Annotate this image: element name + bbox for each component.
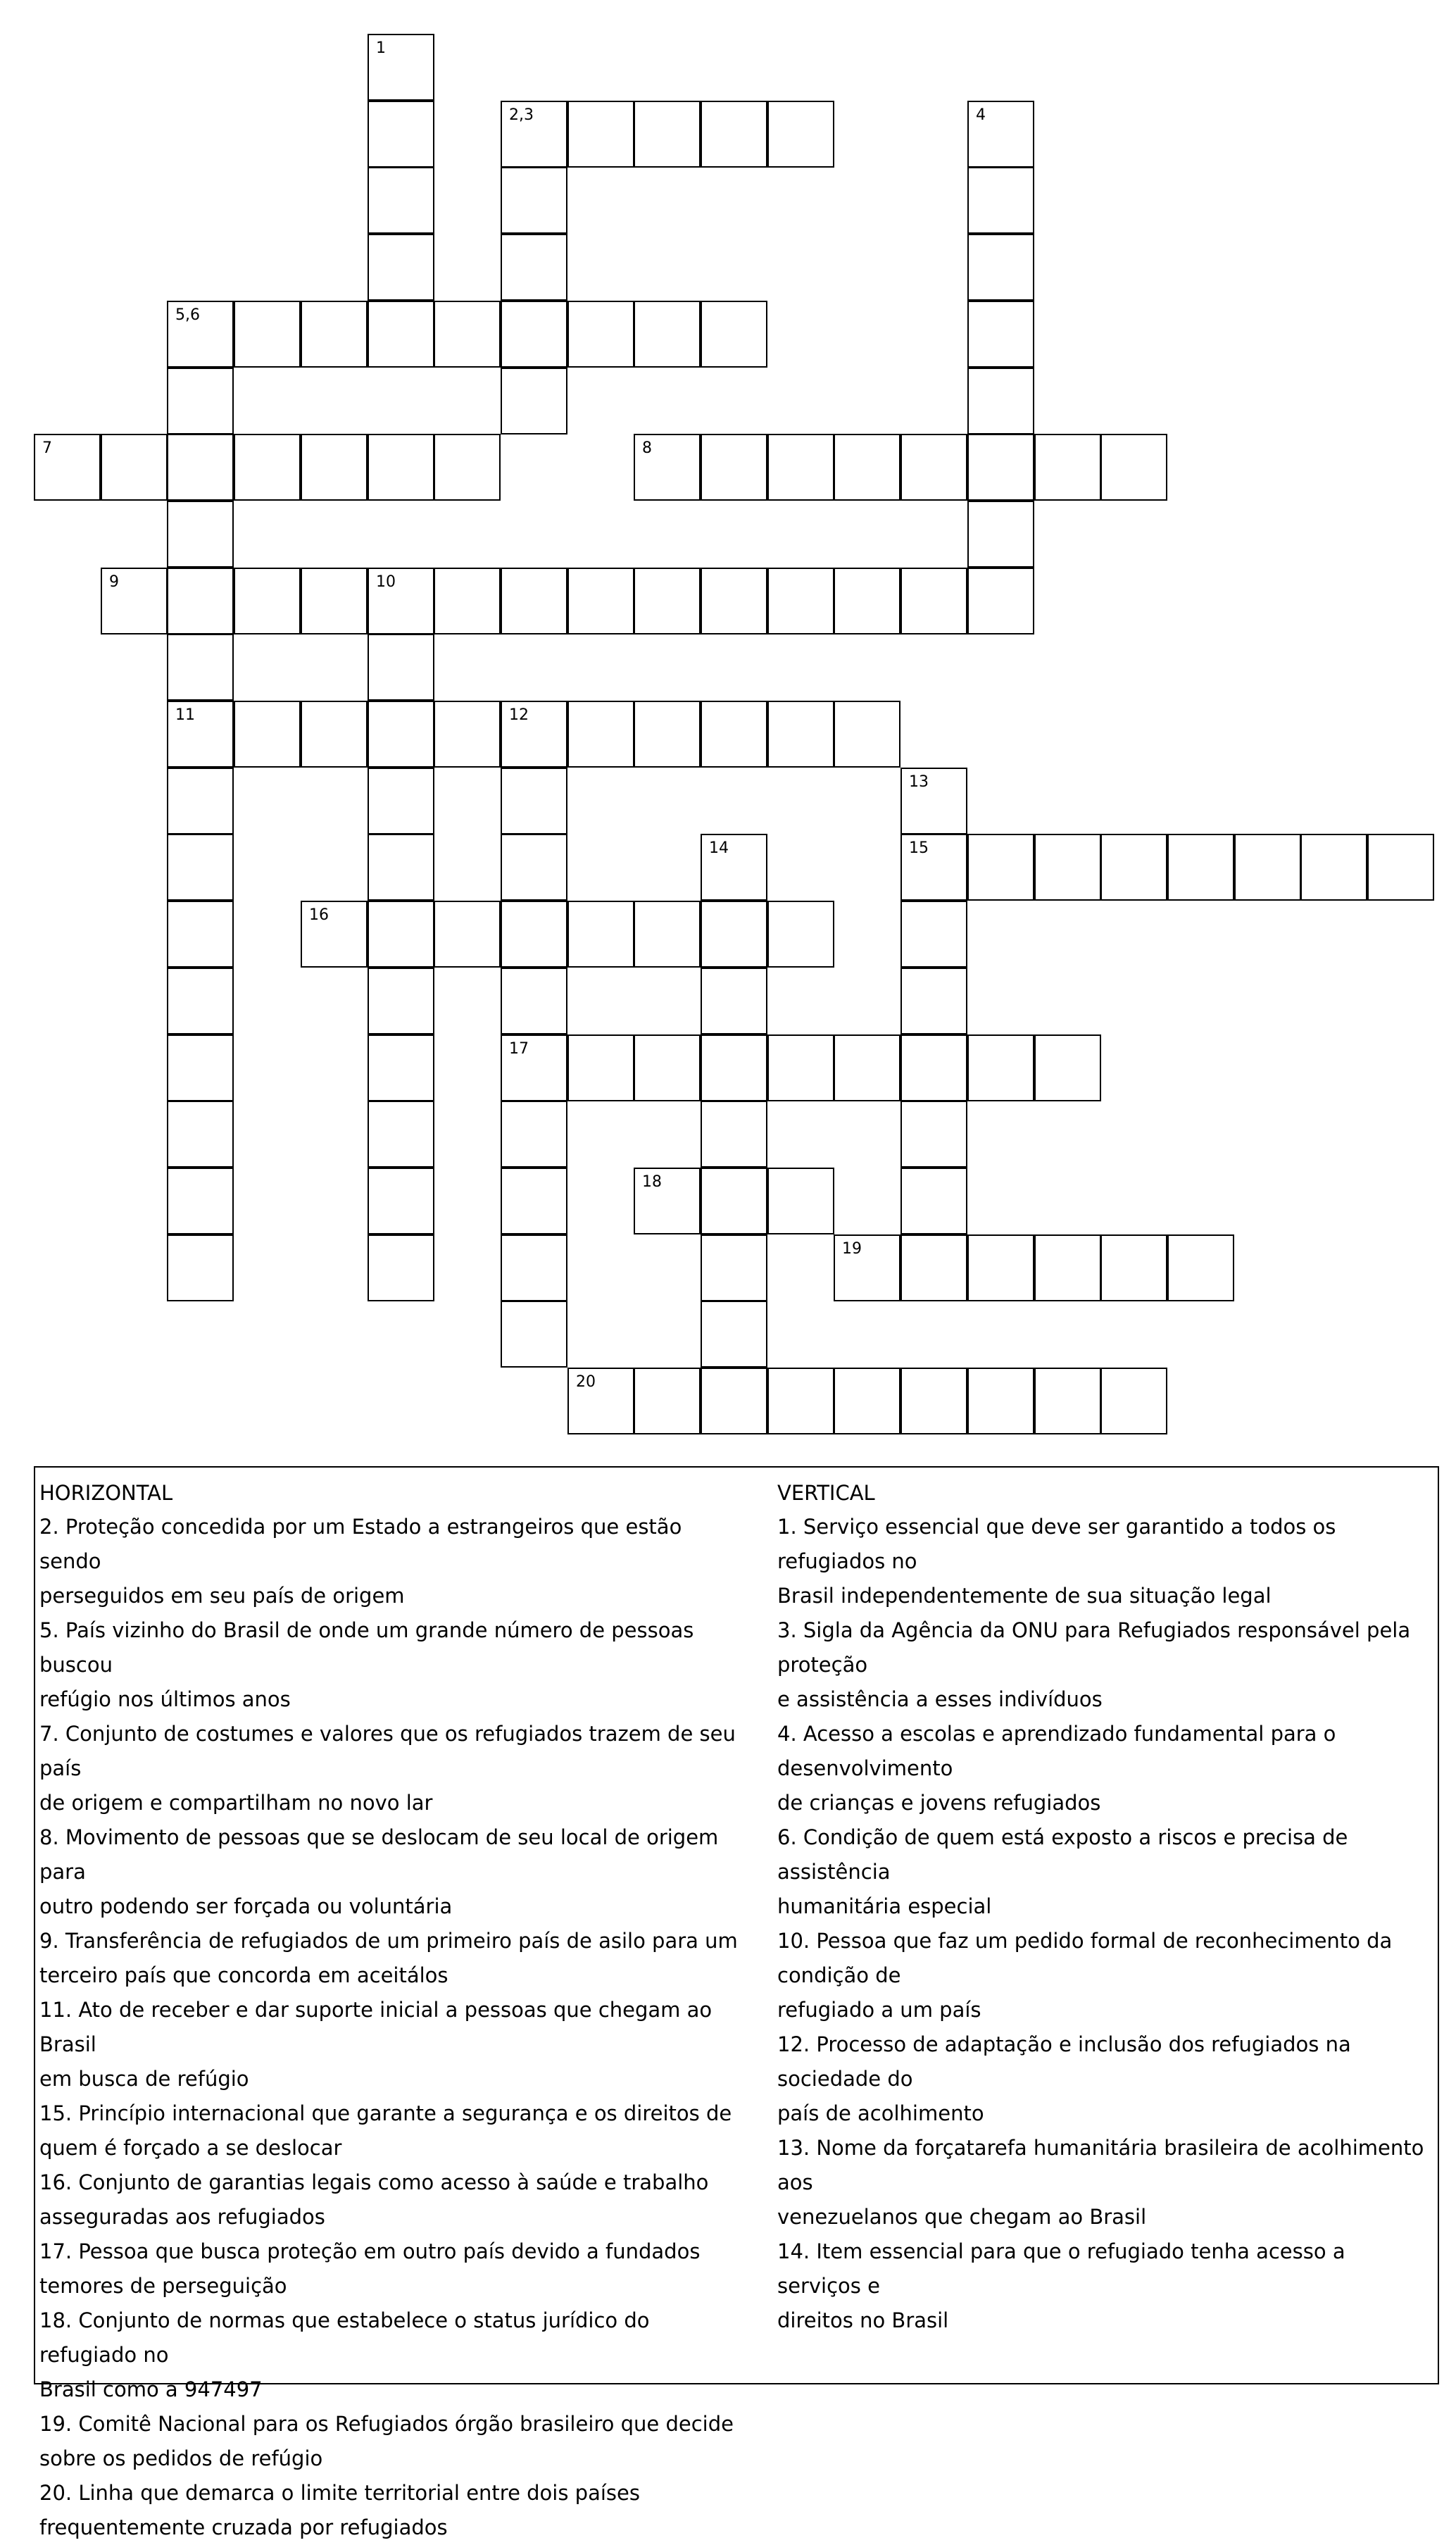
- vertical-clue-line: 12. Processo de adaptação e inclusão dos refugiados na sociedade do: [777, 2032, 1351, 2091]
- crossword-cell[interactable]: [368, 1101, 434, 1168]
- crossword-cell[interactable]: [1100, 434, 1167, 501]
- crossword-cell[interactable]: [301, 434, 368, 501]
- crossword-cell[interactable]: [1367, 834, 1434, 901]
- crossword-cell[interactable]: [1167, 834, 1234, 901]
- clue-number: 7: [42, 439, 52, 457]
- crossword-cell[interactable]: [701, 1368, 767, 1434]
- crossword-cell[interactable]: [567, 1034, 634, 1101]
- crossword-cell[interactable]: [501, 701, 567, 768]
- horizontal-clue-line: outro podendo ser forçada ou voluntária: [39, 1894, 453, 1918]
- crossword-cell[interactable]: [167, 434, 234, 501]
- horizontal-clue-line: 16. Conjunto de garantias legais como acesso à saúde e trabalho: [39, 2170, 709, 2194]
- horizontal-clues: [39, 1476, 743, 2545]
- crossword-cell[interactable]: [567, 701, 634, 768]
- crossword-cell[interactable]: [501, 301, 567, 368]
- crossword-cell[interactable]: [834, 568, 900, 634]
- horizontal-clue-line: frequentemente cruzada por refugiados: [39, 2515, 448, 2539]
- clue-number: 4: [976, 106, 986, 124]
- horizontal-clue-line: Brasil como a 947497: [39, 2377, 263, 2401]
- crossword-cell[interactable]: [900, 1034, 967, 1101]
- horizontal-clue-line: perseguidos em seu país de origem: [39, 1584, 405, 1608]
- horizontal-clue-line: 8. Movimento de pessoas que se deslocam de seu local de origem para: [39, 1825, 719, 1884]
- crossword-cell[interactable]: [767, 701, 834, 768]
- crossword-cell[interactable]: [634, 701, 701, 768]
- crossword-cell[interactable]: [368, 701, 434, 768]
- horizontal-clue-line: quem é forçado a se deslocar: [39, 2136, 342, 2160]
- crossword-cell[interactable]: [167, 968, 234, 1034]
- crossword-cell[interactable]: [501, 234, 567, 301]
- crossword-cell[interactable]: [567, 301, 634, 368]
- crossword-cell[interactable]: [834, 701, 900, 768]
- crossword-cell[interactable]: [167, 301, 234, 368]
- crossword-cell[interactable]: [967, 301, 1034, 368]
- crossword-cell[interactable]: [900, 1168, 967, 1234]
- vertical-clue-line: 10. Pessoa que faz um pedido formal de reconhecimento da condição de: [777, 1929, 1393, 1987]
- crossword-cell[interactable]: [701, 568, 767, 634]
- crossword-cell[interactable]: [301, 301, 368, 368]
- crossword-cell[interactable]: [634, 1168, 701, 1234]
- crossword-cell[interactable]: [234, 701, 301, 768]
- clue-number: 14: [709, 839, 729, 857]
- crossword-cell[interactable]: [900, 1368, 967, 1434]
- vertical-clue-line: 3. Sigla da Agência da ONU para Refugiados responsável pela proteção: [777, 1618, 1411, 1677]
- horizontal-clue-line: temores de perseguição: [39, 2274, 287, 2298]
- crossword-cell[interactable]: [1167, 1234, 1234, 1301]
- crossword-cell[interactable]: [900, 834, 967, 901]
- crossword-cell[interactable]: [167, 634, 234, 701]
- crossword-cell[interactable]: [967, 234, 1034, 301]
- crossword-cell[interactable]: [1234, 834, 1301, 901]
- vertical-clue-line: e assistência a esses indivíduos: [777, 1687, 1103, 1711]
- vertical-clue-line: 6. Condição de quem está exposto a riscos e precisa de assistência: [777, 1825, 1348, 1884]
- vertical-clue-line: Brasil independentemente de sua situação legal: [777, 1584, 1272, 1608]
- horizontal-clue-line: 17. Pessoa que busca proteção em outro país devido a fundados: [39, 2239, 701, 2263]
- horizontal-title: HORIZONTAL: [39, 1481, 173, 1505]
- crossword-cell[interactable]: [301, 568, 368, 634]
- crossword-cell[interactable]: [967, 167, 1034, 234]
- crossword-cell[interactable]: [701, 901, 767, 968]
- crossword-cell[interactable]: [701, 834, 767, 901]
- crossword-cell[interactable]: [501, 968, 567, 1034]
- vertical-clue-line: refugiado a um país: [777, 1998, 981, 2022]
- horizontal-clue-line: 11. Ato de receber e dar suporte inicial a pessoas que chegam ao Brasil: [39, 1998, 713, 2056]
- crossword-cell[interactable]: [368, 1034, 434, 1101]
- crossword-cell[interactable]: [1034, 434, 1101, 501]
- vertical-clue-line: país de acolhimento: [777, 2101, 984, 2125]
- crossword-cell[interactable]: [501, 368, 567, 434]
- crossword-cell[interactable]: [301, 901, 368, 968]
- crossword-cell[interactable]: [501, 768, 567, 834]
- crossword-cell[interactable]: [701, 1101, 767, 1168]
- crossword-cell[interactable]: [701, 1168, 767, 1234]
- crossword-cell[interactable]: [1034, 1368, 1101, 1434]
- clue-number: 11: [175, 706, 195, 724]
- crossword-cell[interactable]: [368, 101, 434, 168]
- clue-number: 15: [909, 839, 929, 857]
- horizontal-clue-list: [39, 1510, 743, 2545]
- crossword-cell[interactable]: [900, 768, 967, 834]
- clue-number: 13: [909, 773, 929, 791]
- crossword-cell[interactable]: [501, 101, 567, 168]
- crossword-cell[interactable]: [900, 434, 967, 501]
- crossword-cell[interactable]: [368, 434, 434, 501]
- crossword-cell[interactable]: [967, 1234, 1034, 1301]
- crossword-cell[interactable]: [900, 568, 967, 634]
- vertical-clue-line: 4. Acesso a escolas e aprendizado fundamental para o desenvolvimento: [777, 1722, 1336, 1780]
- crossword-cell[interactable]: [501, 568, 567, 634]
- crossword-cell[interactable]: [900, 968, 967, 1034]
- crossword-cell[interactable]: [767, 434, 834, 501]
- crossword-cell[interactable]: [967, 368, 1034, 434]
- crossword-cell[interactable]: [167, 568, 234, 634]
- crossword-cell[interactable]: [767, 1034, 834, 1101]
- vertical-title: VERTICAL: [777, 1481, 875, 1505]
- horizontal-clue-line: 2. Proteção concedida por um Estado a estrangeiros que estão sendo: [39, 1515, 682, 1573]
- clue-number: 8: [642, 439, 652, 457]
- clue-number: 9: [109, 573, 119, 591]
- crossword-cell[interactable]: [167, 901, 234, 968]
- crossword-cell[interactable]: [701, 301, 767, 368]
- crossword-cell[interactable]: [368, 768, 434, 834]
- clue-number: 10: [376, 573, 396, 591]
- crossword-cell[interactable]: [234, 434, 301, 501]
- crossword-cell[interactable]: [368, 634, 434, 701]
- crossword-cell[interactable]: [967, 501, 1034, 568]
- crossword-cell[interactable]: [767, 1368, 834, 1434]
- crossword-cell[interactable]: [501, 901, 567, 968]
- crossword-cell[interactable]: [101, 568, 168, 634]
- crossword-cell[interactable]: [234, 568, 301, 634]
- crossword-cell[interactable]: [567, 101, 634, 168]
- crossword-cell[interactable]: [967, 1034, 1034, 1101]
- crossword-cell[interactable]: [501, 167, 567, 234]
- crossword-cell[interactable]: [834, 1368, 900, 1434]
- crossword-cell[interactable]: [634, 901, 701, 968]
- crossword-cell[interactable]: [634, 101, 701, 168]
- crossword-cell[interactable]: [167, 834, 234, 901]
- horizontal-clue-line: em busca de refúgio: [39, 2067, 249, 2091]
- crossword-cell[interactable]: [501, 1101, 567, 1168]
- crossword-cell[interactable]: [368, 1168, 434, 1234]
- horizontal-clue-line: 15. Princípio internacional que garante a segurança e os direitos de: [39, 2101, 732, 2125]
- horizontal-clue-line: refúgio nos últimos anos: [39, 1687, 291, 1711]
- crossword-cell[interactable]: [701, 1234, 767, 1301]
- crossword-cell[interactable]: [767, 901, 834, 968]
- crossword-cell[interactable]: [101, 434, 168, 501]
- crossword-cell[interactable]: [368, 234, 434, 301]
- crossword-cell[interactable]: [634, 301, 701, 368]
- crossword-cell[interactable]: [167, 501, 234, 568]
- crossword-cell[interactable]: [501, 1234, 567, 1301]
- crossword-cell[interactable]: [434, 301, 501, 368]
- horizontal-clue-line: 18. Conjunto de normas que estabelece o status jurídico do refugiado no: [39, 2308, 650, 2367]
- crossword-cell[interactable]: [368, 968, 434, 1034]
- crossword-cell[interactable]: [634, 1368, 701, 1434]
- crossword-cell[interactable]: [967, 434, 1034, 501]
- crossword-cell[interactable]: [634, 434, 701, 501]
- crossword-cell[interactable]: [368, 167, 434, 234]
- clue-number: 16: [309, 906, 329, 924]
- crossword-cell[interactable]: [434, 901, 501, 968]
- crossword-cell[interactable]: [167, 368, 234, 434]
- crossword-cell[interactable]: [701, 1301, 767, 1368]
- horizontal-clue-line: 19. Comitê Nacional para os Refugiados órgão brasileiro que decide: [39, 2412, 734, 2436]
- crossword-cell[interactable]: [167, 1168, 234, 1234]
- crossword-cell[interactable]: [1300, 834, 1367, 901]
- horizontal-clue-line: asseguradas aos refugiados: [39, 2205, 325, 2229]
- clue-number: 1: [376, 39, 386, 57]
- crossword-cell[interactable]: [501, 1301, 567, 1368]
- clue-number: 2,3: [509, 106, 534, 124]
- crossword-cell[interactable]: [167, 1101, 234, 1168]
- crossword-cell[interactable]: [900, 1101, 967, 1168]
- crossword-cell[interactable]: [567, 901, 634, 968]
- crossword-cell[interactable]: [834, 434, 900, 501]
- crossword-cell[interactable]: [368, 568, 434, 634]
- crossword-cell[interactable]: [967, 101, 1034, 168]
- clue-number: 18: [642, 1173, 662, 1191]
- crossword-cell[interactable]: [1034, 1234, 1101, 1301]
- crossword-cell[interactable]: [1034, 1034, 1101, 1101]
- horizontal-clue-line: terceiro país que concorda em aceitálos: [39, 1963, 448, 1987]
- crossword-cell[interactable]: [567, 568, 634, 634]
- crossword-cell[interactable]: [767, 101, 834, 168]
- crossword-cell[interactable]: [301, 701, 368, 768]
- crossword-cell[interactable]: [967, 1368, 1034, 1434]
- vertical-clue-line: 1. Serviço essencial que deve ser garantido a todos os refugiados no: [777, 1515, 1336, 1573]
- crossword-cell[interactable]: [434, 701, 501, 768]
- crossword-cell[interactable]: [501, 834, 567, 901]
- crossword-cell[interactable]: [167, 1034, 234, 1101]
- vertical-clue-list: [777, 1510, 1432, 2338]
- crossword-cell[interactable]: [1100, 1368, 1167, 1434]
- crossword-cell[interactable]: [368, 34, 434, 101]
- crossword-cell[interactable]: [701, 101, 767, 168]
- horizontal-clue-line: sobre os pedidos de refúgio: [39, 2446, 323, 2470]
- vertical-clue-line: de crianças e jovens refugiados: [777, 1791, 1101, 1815]
- horizontal-clue-line: 5. País vizinho do Brasil de onde um grande número de pessoas buscou: [39, 1618, 694, 1677]
- crossword-cell[interactable]: [900, 1234, 967, 1301]
- vertical-clue-line: humanitária especial: [777, 1894, 992, 1918]
- clue-number: 5,6: [175, 306, 200, 324]
- vertical-clue-line: 13. Nome da forçatarefa humanitária brasileira de acolhimento aos: [777, 2136, 1424, 2194]
- crossword-cell[interactable]: [167, 768, 234, 834]
- crossword-cell[interactable]: [701, 701, 767, 768]
- crossword-cell[interactable]: [368, 834, 434, 901]
- crossword-cell[interactable]: [167, 1234, 234, 1301]
- crossword-cell[interactable]: [1034, 834, 1101, 901]
- crossword-cell[interactable]: [1100, 834, 1167, 901]
- crossword-cell[interactable]: [767, 1168, 834, 1234]
- crossword-cell[interactable]: [167, 701, 234, 768]
- horizontal-clue-line: de origem e compartilham no novo lar: [39, 1791, 433, 1815]
- clues-box: [34, 1466, 1439, 2539]
- vertical-clue-line: 14. Item essencial para que o refugiado tenha acesso a serviços e: [777, 2239, 1345, 2298]
- crossword-cell[interactable]: [234, 301, 301, 368]
- horizontal-clue-line: 9. Transferência de refugiados de um primeiro país de asilo para um: [39, 1929, 738, 1953]
- vertical-clue-line: direitos no Brasil: [777, 2308, 949, 2332]
- crossword-cell[interactable]: [501, 1034, 567, 1101]
- crossword-cell[interactable]: [701, 1034, 767, 1101]
- crossword-cell[interactable]: [368, 901, 434, 968]
- crossword-cell[interactable]: [834, 1034, 900, 1101]
- crossword-cell[interactable]: [501, 1168, 567, 1234]
- clue-number: 17: [509, 1040, 529, 1058]
- crossword-cell[interactable]: [701, 434, 767, 501]
- crossword-cell[interactable]: [634, 1034, 701, 1101]
- crossword-cell[interactable]: [434, 568, 501, 634]
- clue-number: 20: [576, 1373, 596, 1391]
- vertical-clues: [777, 1476, 1432, 2338]
- horizontal-clue-line: 7. Conjunto de costumes e valores que os refugiados trazem de seu país: [39, 1722, 736, 1780]
- horizontal-clue-line: 20. Linha que demarca o limite territorial entre dois países: [39, 2481, 640, 2505]
- crossword-cell[interactable]: [368, 301, 434, 368]
- crossword-cell[interactable]: [567, 1368, 634, 1434]
- clue-number: 12: [509, 706, 529, 724]
- crossword-cell[interactable]: [767, 568, 834, 634]
- clue-number: 19: [842, 1240, 862, 1258]
- crossword-cell[interactable]: [701, 968, 767, 1034]
- crossword-cell[interactable]: [34, 434, 101, 501]
- crossword-cell[interactable]: [434, 434, 501, 501]
- crossword-cell[interactable]: [900, 901, 967, 968]
- vertical-clue-line: venezuelanos que chegam ao Brasil: [777, 2205, 1147, 2229]
- crossword-cell[interactable]: [834, 1234, 900, 1301]
- crossword-cell[interactable]: [634, 568, 701, 634]
- crossword-cell[interactable]: [1100, 1234, 1167, 1301]
- crossword-cell[interactable]: [967, 834, 1034, 901]
- crossword-cell[interactable]: [368, 1234, 434, 1301]
- crossword-cell[interactable]: [967, 568, 1034, 634]
